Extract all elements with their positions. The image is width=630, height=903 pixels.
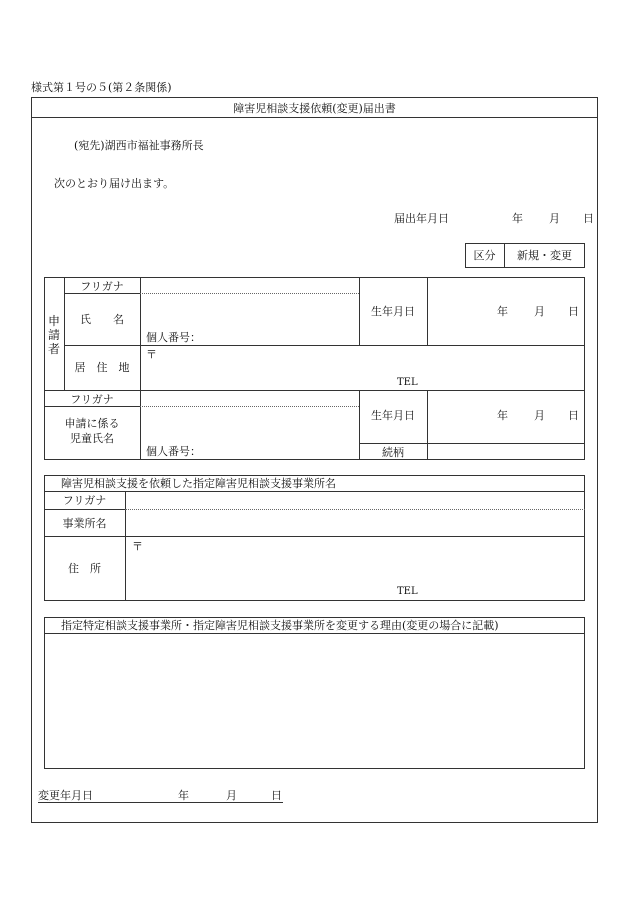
child-birth-month: 月 bbox=[534, 409, 545, 422]
applicant-bottom bbox=[44, 390, 585, 391]
applicant-birthdate-label: 生年月日 bbox=[371, 305, 415, 318]
change-date-month: 月 bbox=[226, 789, 237, 802]
applicant-birth-year: 年 bbox=[497, 305, 508, 318]
office-furigana-line-label bbox=[44, 509, 125, 510]
applicant-furigana-label: フリガナ bbox=[80, 280, 124, 293]
child-birth-year: 年 bbox=[497, 409, 508, 422]
office-section-heading: 障害児相談支援を依頼した指定障害児相談支援事業所名 bbox=[61, 477, 336, 490]
change-date-underline bbox=[38, 802, 283, 803]
office-address-label: 住 所 bbox=[68, 562, 101, 575]
office-tel-label: TEL bbox=[397, 586, 418, 597]
applicant-birth-divider-right bbox=[427, 277, 428, 345]
office-furigana-label: フリガナ bbox=[62, 494, 107, 507]
applicant-individual-number: 個人番号： bbox=[146, 331, 201, 344]
change-date-label: 変更年月日 bbox=[38, 789, 93, 802]
child-furigana-line bbox=[140, 406, 359, 407]
child-birth-divider-right bbox=[427, 390, 428, 460]
child-birthdate-label: 生年月日 bbox=[371, 409, 415, 422]
applicant-birth-day: 日 bbox=[568, 305, 579, 318]
change-date-year: 年 bbox=[178, 789, 189, 802]
filing-date-day: 日 bbox=[583, 212, 594, 225]
applicant-furigana-line-label bbox=[64, 293, 140, 294]
child-furigana-line-label bbox=[44, 406, 140, 407]
applicant-name-bottom bbox=[64, 345, 585, 346]
category-label: 区分 bbox=[473, 249, 496, 262]
child-label-divider bbox=[140, 390, 141, 460]
applicant-tel-label: TEL bbox=[397, 377, 418, 388]
addressee: (宛先)湖西市福祉事務所長 bbox=[74, 139, 204, 152]
reason-heading-bottom bbox=[44, 633, 585, 634]
child-name-label-line1: 申請に係る bbox=[64, 417, 120, 430]
reason-section-heading: 指定特定相談支援事業所・指定障害児相談支援事業所を変更する理由(変更の場合に記載) bbox=[61, 619, 499, 632]
office-name-bottom bbox=[44, 536, 585, 537]
reason-table bbox=[44, 617, 585, 769]
office-label-divider bbox=[125, 491, 126, 601]
child-relationship-top bbox=[359, 443, 585, 444]
change-date-day: 日 bbox=[271, 789, 282, 802]
applicant-group-label: 申請者 bbox=[47, 314, 60, 356]
filing-date-month: 月 bbox=[549, 212, 560, 225]
title-divider bbox=[31, 117, 598, 118]
applicant-name-label: 氏 名 bbox=[80, 313, 124, 326]
office-name-label: 事業所名 bbox=[62, 517, 107, 530]
child-individual-number: 個人番号： bbox=[146, 445, 201, 458]
applicant-postal-mark: 〒 bbox=[146, 348, 157, 361]
child-birth-day: 日 bbox=[568, 409, 579, 422]
filing-date-label: 届出年月日 bbox=[394, 212, 449, 225]
child-name-label-line2: 児童氏名 bbox=[70, 432, 114, 445]
intro-text: 次のとおり届け出ます。 bbox=[54, 177, 175, 190]
office-furigana-line bbox=[125, 509, 585, 510]
applicant-address-label: 居 住 地 bbox=[74, 361, 130, 374]
child-relationship-label: 続柄 bbox=[382, 446, 404, 459]
category-value[interactable]: 新規・変更 bbox=[517, 249, 572, 262]
office-postal-mark: 〒 bbox=[132, 540, 143, 553]
applicant-birth-month: 月 bbox=[534, 305, 545, 318]
form-title: 障害児相談支援依頼(変更)届出書 bbox=[233, 102, 396, 115]
form-number: 様式第１号の５(第２条関係) bbox=[31, 81, 172, 94]
applicant-furigana-line bbox=[140, 293, 359, 294]
filing-date-year: 年 bbox=[512, 212, 523, 225]
child-furigana-label: フリガナ bbox=[70, 393, 114, 406]
